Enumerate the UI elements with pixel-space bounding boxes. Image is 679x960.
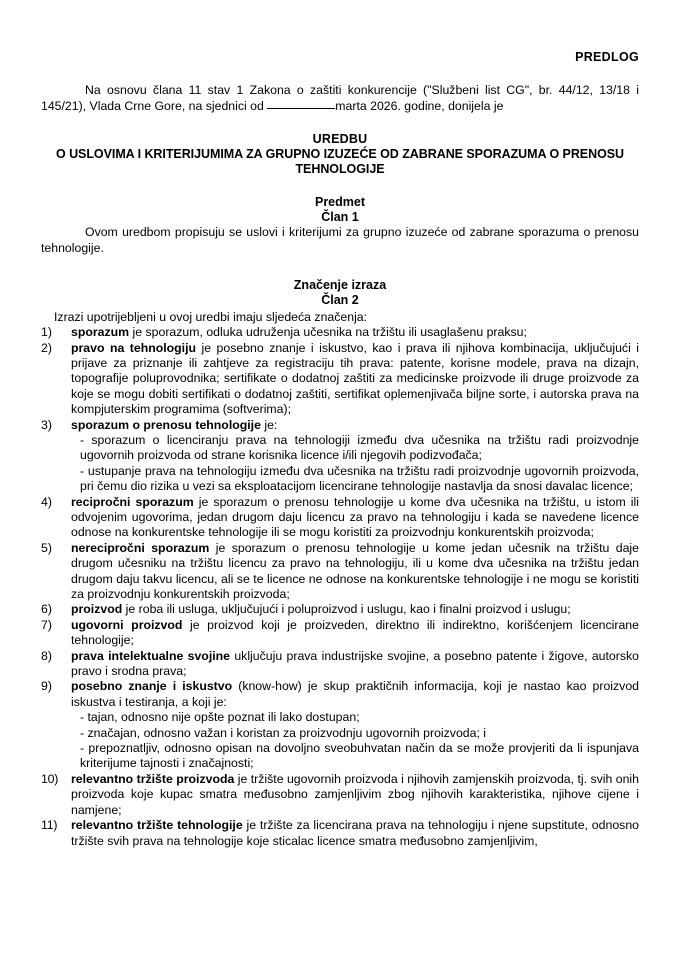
definition-text: uključuju prava industrijske svojine, a posebno patente i žigove, autorsko pravo i srodna prava; xyxy=(71,648,639,679)
document-title xyxy=(41,132,639,178)
definition-term: nerecipročni sporazum xyxy=(71,540,210,555)
definition-item-body xyxy=(71,679,639,708)
document-title-line1: UREDBU xyxy=(312,131,368,146)
definition-text: je posebno znanje i iskustvo, kao i prava ili njihova kombinacija, uključujući i prijave za priznanje ili zahtjeve za registraciju tih prava: patente, korisne modele, prava na dizajn, topografije poluprovodnika; sertifikate o dodatnoj zaštiti za medicinske proizvode ili druge proizvode za koje se mogu dobiti sertifikati o dodatnoj zaštiti, sertifikat oplemenjivača biljne sorte, i autorska prava na kompjuterskim programima (softverima); xyxy=(71,340,639,417)
definition-item-body xyxy=(71,541,639,601)
definition-text: je sporazum o prenosu tehnologije u kome jedan učesnik na tržištu daje drugom učesniku na tržištu licencu za pravo na tehnologiju, ili u kome dva učesnika na tržištu jedan drugom daju takvu licencu, ali se te licence ne odnose na konkurentske tehnologije i ne mogu se koristiti za proizvodnju konkurentskih proizvoda; xyxy=(71,540,639,602)
definition-term: relevantno tržište tehnologije xyxy=(71,818,243,833)
definition-item-number: 1) xyxy=(41,325,52,340)
preamble-paragraph xyxy=(41,83,639,115)
definition-item-number: 10) xyxy=(41,771,59,786)
definition-text: je proizvod koji je proizveden, direktno ili indirektno, korišćenjem licencirane tehnologije; xyxy=(71,617,639,648)
definition-term: posebno znanje i iskustvo xyxy=(71,679,233,694)
definition-item xyxy=(41,418,639,495)
definition-item xyxy=(41,341,639,418)
definition-subitem: - tajan, odnosno nije opšte poznat ili lako dostupan; xyxy=(80,710,360,725)
definition-item xyxy=(41,772,639,818)
article1-number: Član 1 xyxy=(321,210,359,224)
definition-term: proizvod xyxy=(71,602,123,617)
definition-text: je tržište ugovornih proizvoda i njihovih zamjenskih proizvoda, tj. svih onih proizvoda koje kupac smatra međusobno zamjenljivim zbog njihovih karakteristika, njihove cijene i namjene; xyxy=(71,771,640,817)
definition-text: je roba ili usluga, uključujući i poluproizvod i uslugu, kao i finalni proizvod i uslugu; xyxy=(122,602,571,617)
definition-subitem: - ustupanje prava na tehnologiju između dva učesnika na tržištu radi proizvodnje ugovornih proizvoda, pri čemu dio rizika u vezi sa eksploatacijom licencirane tehnologije nastavlja da snosi davalac licence; xyxy=(80,463,639,494)
definition-item xyxy=(41,495,639,541)
preamble-text-after-blank: marta 2026. godine, donijela je xyxy=(335,99,504,114)
document-body xyxy=(41,0,639,849)
definition-term: pravo na tehnologiju xyxy=(71,340,197,355)
article1-heading-block xyxy=(41,195,639,226)
definition-term: prava intelektualne svojine xyxy=(71,648,231,663)
definitions-list xyxy=(41,325,639,849)
definition-item-body xyxy=(71,602,571,616)
definition-item-number: 5) xyxy=(41,540,52,555)
definition-subitem: - prepoznatljiv, odnosno opisan na dovoljno sveobuhvatan način da se može provjeriti da li ispunjava kriterijume tajnosti i značajnosti; xyxy=(80,741,639,771)
definition-item-body xyxy=(71,495,639,540)
definition-term: recipročni sporazum xyxy=(71,494,194,509)
definition-item-number: 9) xyxy=(41,679,52,694)
definition-subitem: - sporazum o licenciranju prava na tehnologiji između dva učesnika na tržištu radi proizvodnje ugovornih proizvoda od strane korisnika licence i/ili njegovih podizvođača; xyxy=(80,432,639,463)
definition-item-body xyxy=(71,772,639,817)
definition-text: je sporazum o prenosu tehnologije u kome dva učesnika na tržištu, u istom ili odvojenim ugovorima, jedan drugom daju licencu za pravo na tehnologiju i kada se navedene licence odnose na konkurentske tehnologije ili se mogu koristiti za proizvodnju konkurentskih proizvoda; xyxy=(71,494,639,540)
definition-item-body xyxy=(71,818,639,847)
article2-heading-block xyxy=(41,278,639,309)
definition-item xyxy=(41,541,639,603)
definition-item-number: 2) xyxy=(41,340,52,355)
definition-item xyxy=(41,325,639,340)
definition-item xyxy=(41,618,639,649)
definition-item xyxy=(41,679,639,771)
definition-term: sporazum o prenosu tehnologije xyxy=(71,417,261,432)
article2-number: Član 2 xyxy=(321,293,359,308)
definition-item-body xyxy=(71,341,639,417)
definition-item xyxy=(41,602,639,617)
preamble-text-before-blank: Na osnovu člana 11 stav 1 Zakona o zaštiti konkurencije ("Službeni list CG", br. 44/12, 13/18 i 145/21), Vlada Crne Gore, na sjednici od xyxy=(41,83,639,114)
definition-term: relevantno tržište proizvoda xyxy=(71,771,235,786)
definition-item-number: 8) xyxy=(41,648,52,663)
article2-heading: Značenje izraza xyxy=(293,278,387,293)
document-label-predlog: PREDLOG xyxy=(575,50,639,64)
definition-term: ugovorni proizvod xyxy=(71,617,183,632)
definition-item-number: 6) xyxy=(41,602,52,617)
definition-item-body xyxy=(71,618,639,647)
article1-body: Ovom uredbom propisuju se uslovi i kriterijumi za grupno izuzeće od zabrane sporazuma o prenosu tehnologije. xyxy=(41,225,639,255)
definition-text: je sporazum, odluka udruženja učesnika na tržištu ili usaglašenu praksu; xyxy=(129,325,527,340)
definition-item-number: 11) xyxy=(41,818,58,833)
definition-item-number: 4) xyxy=(41,494,52,509)
definition-item-body xyxy=(71,418,277,432)
definition-term: sporazum xyxy=(71,325,130,340)
definition-item-number: 3) xyxy=(41,417,52,432)
definition-item xyxy=(41,818,639,849)
fill-in-blank xyxy=(267,98,335,109)
definition-text: je tržište za licencirana prava na tehnologiju i njene supstitute, odnosno tržište svih prava na tehnologije koje sticalac licence smatra međusobno zamjenljivim, xyxy=(71,818,639,848)
definition-item-body xyxy=(71,649,639,678)
definition-item-number: 7) xyxy=(41,617,52,632)
definition-text: je: xyxy=(260,417,278,432)
document-title-line2: O USLOVIMA I KRITERIJUMIMA ZA GRUPNO IZUZEĆE OD ZABRANE SPORAZUMA O PRENOSU TEHNOLOGIJE xyxy=(55,147,625,177)
definition-item-body xyxy=(71,325,527,339)
definition-item xyxy=(41,649,639,680)
article2-lead: Izrazi upotrijebljeni u ovoj uredbi imaju sljedeća značenja: xyxy=(54,309,368,324)
definition-text: (know-how) je skup praktičnih informacija, koji je nastao kao proizvod iskustva i testiranja, a koji je: xyxy=(71,679,639,709)
definition-subitem: - značajan, odnosno važan i koristan za proizvodnju ugovornih proizvoda; i xyxy=(80,725,487,740)
article1-heading: Predmet xyxy=(314,194,366,209)
